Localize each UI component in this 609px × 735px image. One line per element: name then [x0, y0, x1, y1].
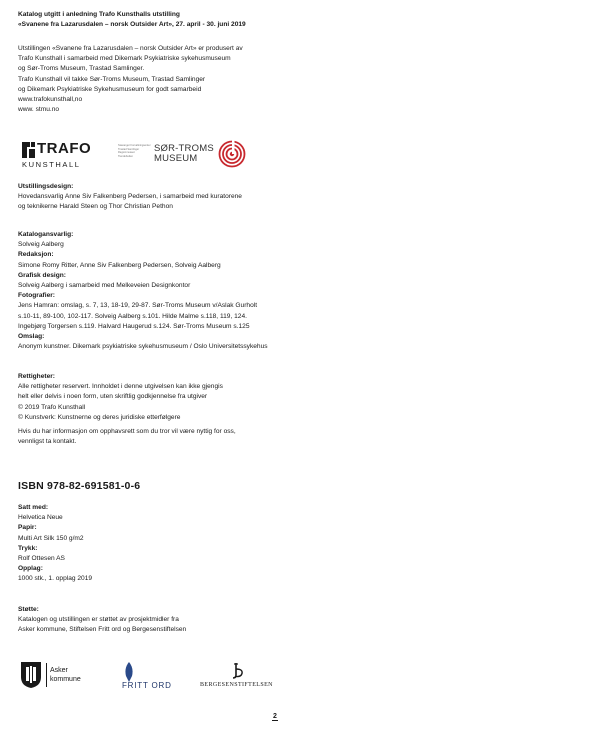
header-line-1: Katalog utgitt i anledning Trafo Kunsthalls utstilling	[18, 11, 180, 18]
credits-section	[18, 230, 268, 352]
sor-troms-wordmark: SØR-TROMS	[154, 143, 214, 154]
section-line: Alle rettigheter reservert. Innholdet i denne utgivelsen kan ikke gjengis	[18, 383, 223, 391]
section-line: Anonym kunstner. Dikemark psykiatriske sykehusmuseum / Oslo Universitetssykehus	[18, 343, 268, 351]
header-line-2: «Svanene fra Lazarusdalen – norsk Outsider Art», 27. april - 30. juni 2019	[18, 21, 246, 29]
section-line: Asker kommune, Stiftelsen Fritt ord og Bergesenstiftelsen	[18, 626, 187, 634]
section-line: Rolf Ottesen AS	[18, 555, 65, 563]
section-heading: Redaksjon:	[18, 251, 54, 259]
section-heading: Katalogansvarlig:	[18, 231, 74, 238]
section-line: Multi Art Silk 150 g/m2	[18, 534, 84, 542]
section-line: Simone Romy Ritter, Anne Siv Falkenberg Pedersen, Solveig Aalberg	[18, 261, 221, 269]
section-line: Solveig Aalberg i samarbeid med Melkeveien Designkontor	[18, 282, 191, 290]
section-line: © 2019 Trafo Kunsthall	[18, 403, 86, 411]
section-line: Katalogen og utstillingen er støttet av prosjektmidler fra	[18, 616, 179, 624]
intro-paragraph	[18, 44, 243, 115]
trafo-wordmark: TRAFO	[37, 140, 92, 157]
fritt-ord-pen-icon	[122, 662, 136, 682]
kunsthall-wordmark: KUNSTHALL	[22, 160, 81, 169]
intro-line: Trafo Kunsthall i samarbeid med Dikemark Psykiatriske sykehusmuseum	[18, 55, 231, 63]
intro-line: Utstillingen «Svanene fra Lazarusdalen – norsk Outsider Art» er produsert av	[18, 45, 243, 52]
copyright-contact-note	[18, 427, 236, 447]
section-heading: Rettigheter:	[18, 373, 55, 380]
section-line: helt eller delvis i noen form, uten skriftlig godkjennelse fra utgiver	[18, 393, 208, 401]
intro-line: www.trafokunsthall,no	[18, 96, 83, 104]
section-heading: Grafisk design:	[18, 271, 67, 279]
section-line: Ingebjørg Torgersen s.119. Halvard Haugerud s.124. Sør-Troms Museum s.125	[18, 322, 250, 330]
note-line: Hvis du har informasjon om opphavsrett som du tror vil være nyttig for oss,	[18, 428, 236, 435]
asker-shield-icon	[20, 661, 42, 689]
bergesen-wordmark: BERGESENSTIFTELSEN	[200, 682, 273, 688]
rights-section	[18, 372, 223, 423]
bergesen-monogram-icon	[231, 662, 245, 680]
section-heading: Støtte:	[18, 606, 39, 613]
catalog-header	[18, 10, 246, 30]
note-line: vennligst ta kontakt.	[18, 438, 77, 446]
intro-line: og Sør-Troms Museum, Trastad Samlinger.	[18, 65, 145, 73]
section-heading: Satt med:	[18, 504, 49, 511]
section-line: s.10-11, 89-100, 102-117. Solveig Aalberg s.101. Hilde Malme s.118, 119, 124.	[18, 312, 247, 320]
section-line: Hovedansvarlig Anne Siv Falkenberg Pedersen, i samarbeid med kuratorene	[18, 193, 242, 201]
section-heading: Utstillingsdesign:	[18, 183, 74, 190]
asker-kommune-logo	[20, 661, 90, 691]
section-line: © Kunstverk: Kunstnerne og deres juridiske etterfølgere	[18, 413, 181, 421]
sor-troms-museum-logo	[118, 140, 248, 172]
section-heading: Opplag:	[18, 565, 43, 573]
asker-wordmark: Asker kommune	[50, 667, 81, 683]
bergesenstiftelsen-logo	[200, 662, 280, 692]
section-heading: Fotografier:	[18, 292, 55, 300]
section-heading: Omslag:	[18, 333, 45, 341]
museum-wordmark: MUSEUM	[154, 153, 198, 164]
section-line: Solveig Aalberg	[18, 241, 64, 249]
section-line: 1000 stk., 1. opplag 2019	[18, 575, 93, 583]
section-line: Jens Hamran: omslag, s. 7, 13, 18-19, 29-87. Sør-Troms Museum v/Aslak Gurholt	[18, 302, 258, 310]
exhibition-design-section	[18, 182, 242, 213]
sor-troms-small-text: Stavanger Forvaltningsenter Trastad Samlinger Regionmuseet Tiendeboden	[118, 144, 151, 158]
intro-line: www. stmu.no	[18, 106, 60, 114]
support-section	[18, 605, 186, 636]
trafo-kunsthall-logo	[20, 138, 92, 172]
red-spiral-icon	[218, 140, 246, 168]
fritt-ord-logo	[122, 662, 184, 692]
intro-line: og Dikemark Psykiatriske Sykehusmuseum for godt samarbeid	[18, 85, 202, 93]
section-line: Helvetica Neue	[18, 514, 63, 522]
section-heading: Trykk:	[18, 544, 38, 552]
asker-divider	[46, 663, 47, 687]
section-heading: Papir:	[18, 524, 37, 532]
intro-line: Trafo Kunsthall vil takke Sør-Troms Museum, Trastad Samlinger	[18, 75, 206, 83]
production-section	[18, 503, 92, 585]
page-number: 2	[273, 713, 277, 720]
fritt-ord-wordmark: FRITT ORD	[122, 681, 172, 690]
section-line: og teknikerne Harald Steen og Thor Christian Pethon	[18, 203, 173, 211]
isbn: ISBN 978-82-691581-0-6	[18, 480, 141, 492]
